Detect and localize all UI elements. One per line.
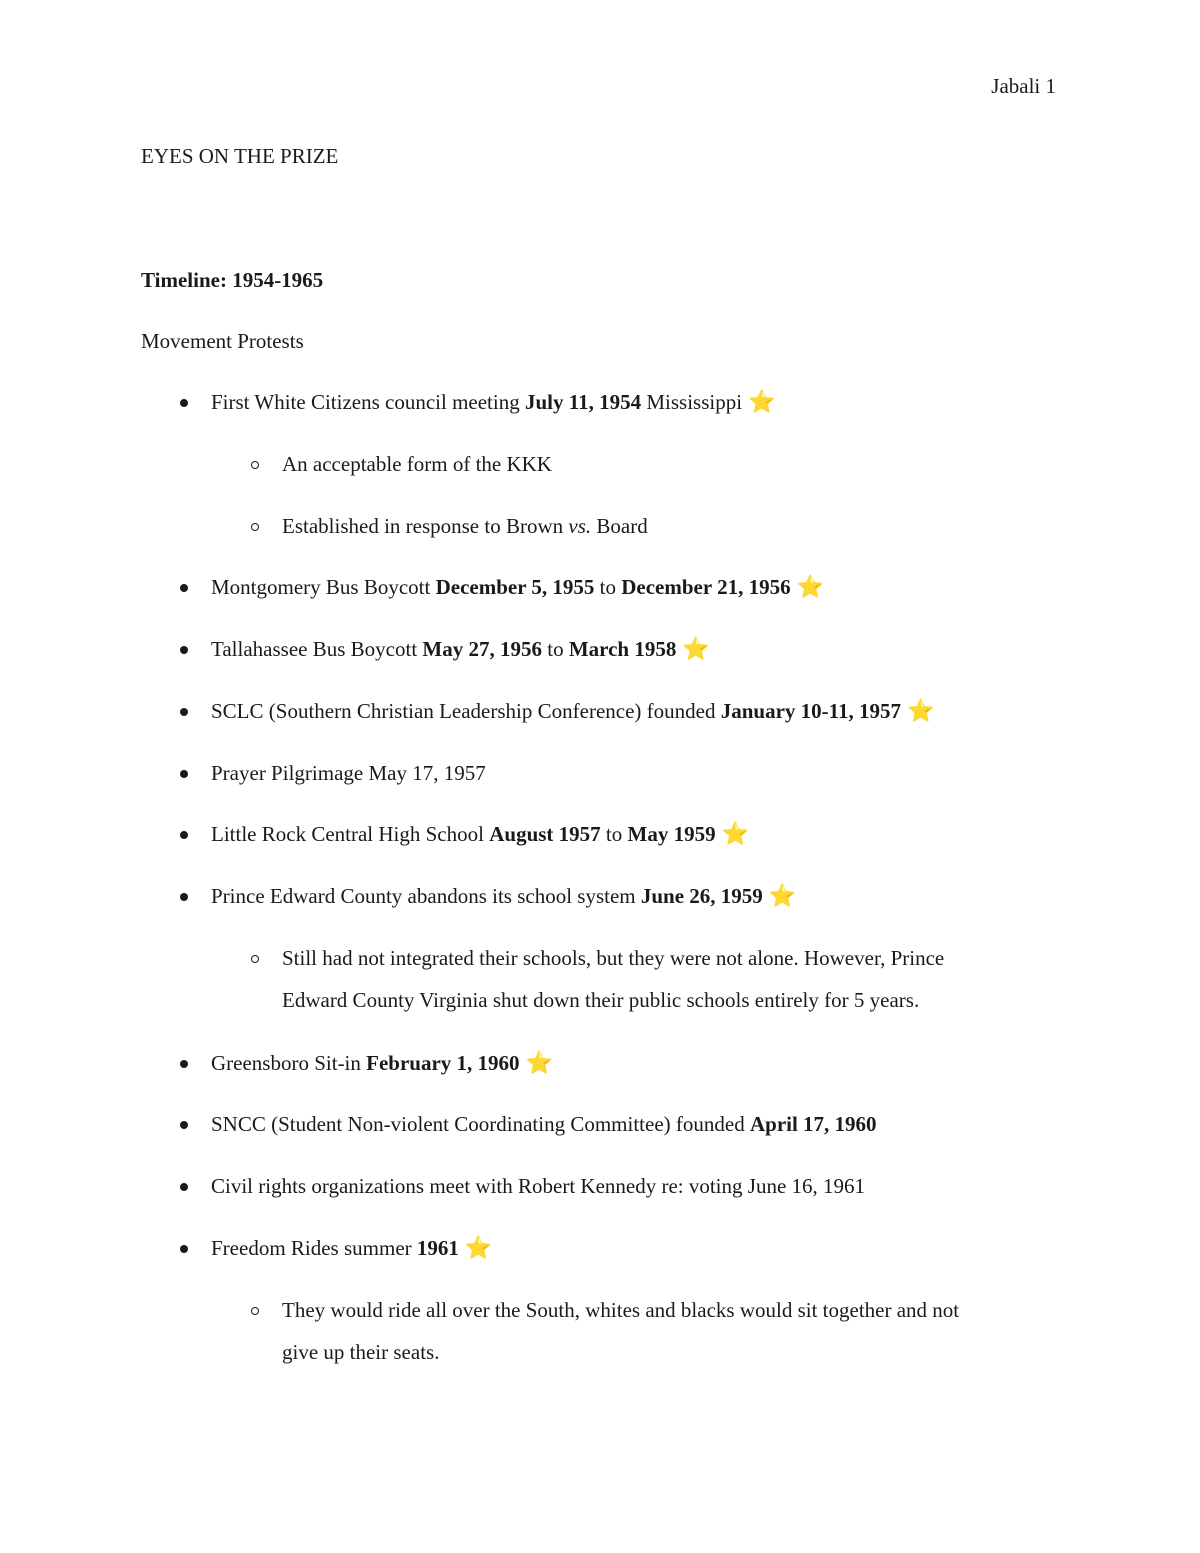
list-item — [211, 1112, 877, 1137]
sub-bullet-icon — [251, 955, 259, 963]
item-text: Greensboro Sit-in — [211, 1051, 367, 1075]
item-date: January 10-11, 1957 — [720, 699, 901, 723]
sub-bullet-icon — [251, 1307, 259, 1315]
bullet-icon — [180, 1183, 188, 1191]
item-date: February 1, 1960 — [366, 1051, 520, 1075]
item-text: Mississippi — [641, 390, 743, 414]
list-item — [211, 699, 934, 724]
item-text: Little Rock Central High School — [211, 822, 490, 846]
item-date: December 5, 1955 — [435, 575, 595, 599]
list-item: They would ride all over the South, whites and blacks would sit together and not — [282, 1298, 960, 1322]
star-icon: ⭐ — [525, 1051, 553, 1076]
bullet-icon — [180, 584, 188, 592]
list-item — [211, 390, 775, 415]
item-text: Tallahassee Bus Boycott — [211, 637, 423, 661]
sub-bullet-icon — [251, 461, 259, 469]
star-icon: ⭐ — [796, 575, 824, 600]
item-italic: vs. — [568, 514, 592, 538]
bullet-icon — [180, 708, 188, 716]
item-text: to — [594, 575, 622, 599]
item-date: April 17, 1960 — [749, 1112, 877, 1136]
item-date: May 1959 — [627, 822, 716, 846]
list-item — [211, 575, 824, 600]
item-date: August 1957 — [489, 822, 601, 846]
page-header-label: Jabali 1 — [991, 74, 1056, 98]
item-date: March 1958 — [568, 637, 677, 661]
bullet-icon — [180, 1060, 188, 1068]
item-text: Prince Edward County abandons its school system — [211, 884, 641, 908]
list-item — [211, 637, 710, 662]
bullet-icon — [180, 1245, 188, 1253]
list-item-continuation: Edward County Virginia shut down their public schools entirely for 5 years. — [282, 988, 920, 1012]
list-item — [211, 1236, 492, 1261]
list-item — [282, 514, 648, 539]
item-date: 1961 — [416, 1236, 459, 1260]
bullet-icon — [180, 831, 188, 839]
item-text: Established in response to Brown — [282, 514, 569, 538]
sub-bullet-icon — [251, 523, 259, 531]
item-text: First White Citizens council meeting — [211, 390, 525, 414]
bullet-icon — [180, 399, 188, 407]
bullet-icon — [180, 1121, 188, 1129]
item-text: SNCC (Student Non-violent Coordinating Committee) founded — [211, 1112, 750, 1136]
star-icon: ⭐ — [721, 822, 749, 847]
section-heading: Timeline: 1954-1965 — [141, 268, 324, 292]
list-item — [211, 822, 749, 847]
item-text: Board — [591, 514, 648, 538]
item-text: Montgomery Bus Boycott — [211, 575, 436, 599]
list-item: Prayer Pilgrimage May 17, 1957 — [211, 761, 486, 785]
star-icon: ⭐ — [748, 390, 776, 415]
item-text: to — [600, 822, 628, 846]
list-item: Still had not integrated their schools, but they were not alone. However, Prince — [282, 946, 945, 970]
item-text: Freedom Rides summer — [211, 1236, 417, 1260]
item-text: to — [541, 637, 569, 661]
bullet-icon — [180, 646, 188, 654]
item-date: December 21, 1956 — [621, 575, 791, 599]
list-item-continuation: give up their seats. — [282, 1340, 440, 1364]
item-date: June 26, 1959 — [640, 884, 763, 908]
bullet-icon — [180, 893, 188, 901]
list-item: An acceptable form of the KKK — [282, 452, 552, 476]
subheading: Movement Protests — [141, 329, 304, 353]
star-icon: ⭐ — [906, 699, 935, 724]
item-text: SCLC (Southern Christian Leadership Conference) founded — [211, 699, 721, 723]
bullet-icon — [180, 770, 188, 778]
list-item — [211, 884, 796, 909]
item-date: May 27, 1956 — [422, 637, 542, 661]
star-icon: ⭐ — [682, 637, 710, 662]
document-title: EYES ON THE PRIZE — [141, 144, 339, 168]
item-date: July 11, 1954 — [524, 390, 642, 414]
list-item — [211, 1051, 553, 1076]
star-icon: ⭐ — [768, 884, 797, 909]
list-item: Civil rights organizations meet with Robert Kennedy re: voting June 16, 1961 — [211, 1174, 866, 1198]
star-icon: ⭐ — [464, 1236, 493, 1261]
